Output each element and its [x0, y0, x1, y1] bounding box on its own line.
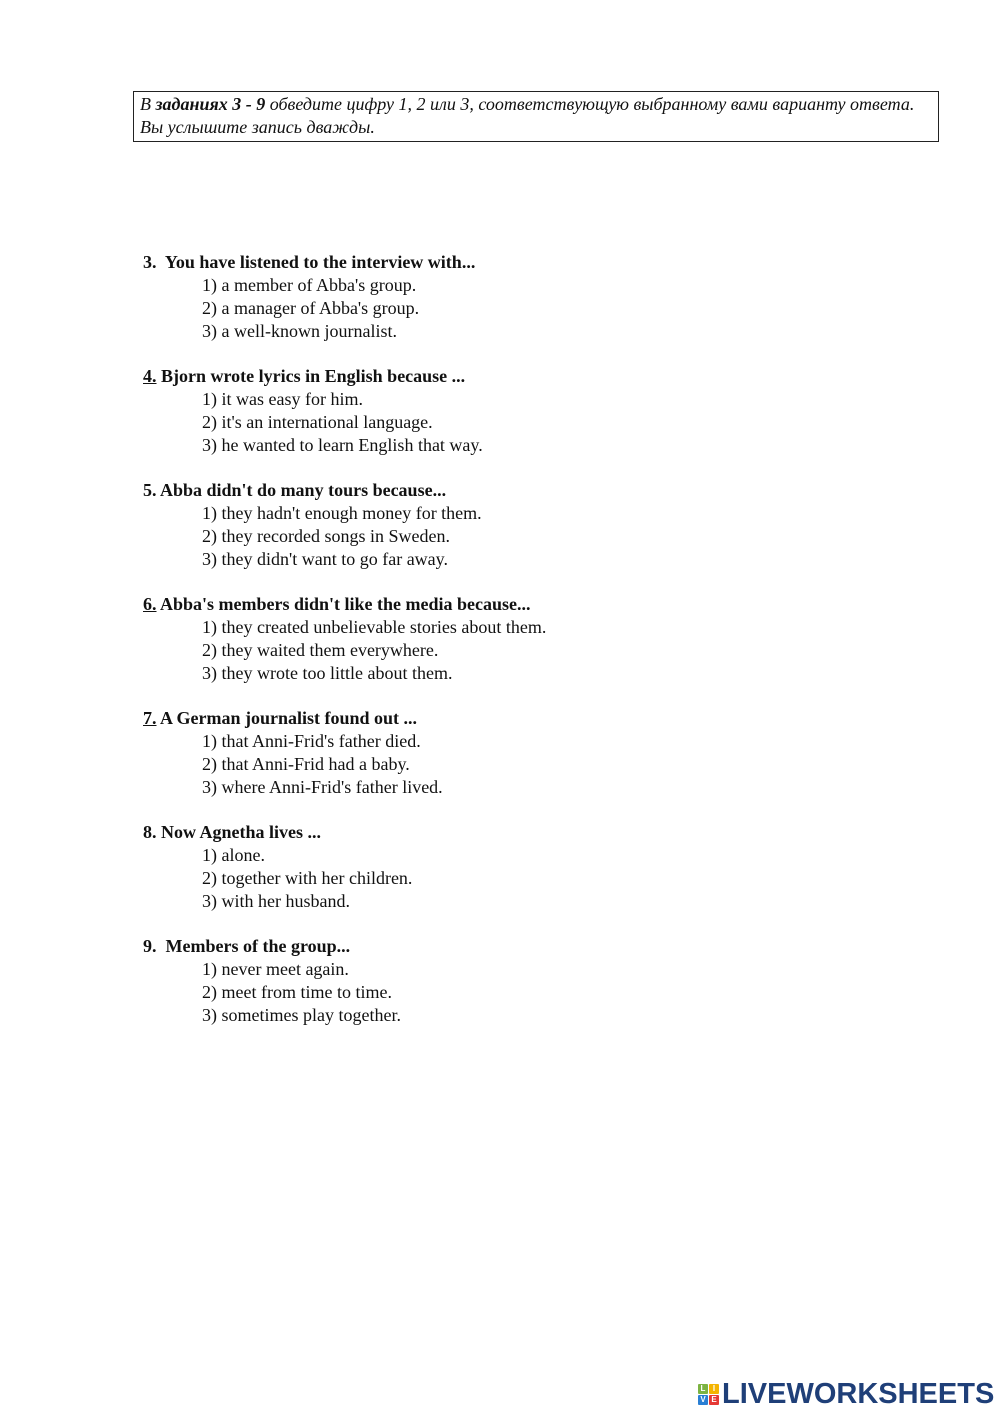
- answer-option[interactable]: 3) they wrote too little about them.: [202, 663, 453, 683]
- question-title: [143, 479, 843, 502]
- answer-option[interactable]: 1) they hadn't enough money for them.: [202, 503, 482, 523]
- question-text: You have listened to the interview with...: [156, 252, 476, 272]
- question-number: 3.: [143, 252, 157, 272]
- logo-tile: L: [698, 1384, 708, 1394]
- answer-option[interactable]: 3) they didn't want to go far away.: [202, 549, 449, 569]
- question-text: Bjorn wrote lyrics in English because ...: [156, 366, 466, 386]
- question-text: A German journalist found out ...: [156, 708, 418, 728]
- question: [143, 821, 843, 935]
- logo-tiles-icon: [698, 1384, 719, 1405]
- question-title: [143, 251, 843, 274]
- answer-option[interactable]: 2) meet from time to time.: [202, 982, 392, 1002]
- instruction-prefix: В: [140, 94, 156, 114]
- question-title: [143, 365, 843, 388]
- answer-option[interactable]: 1) it was easy for him.: [202, 389, 363, 409]
- answer-option[interactable]: 3) he wanted to learn English that way.: [202, 435, 483, 455]
- answer-option[interactable]: 3) sometimes play together.: [202, 1005, 401, 1025]
- question: [143, 707, 843, 821]
- question: [143, 479, 843, 593]
- question-list: [143, 251, 843, 1049]
- question: [143, 593, 843, 707]
- answer-option[interactable]: 2) together with her children.: [202, 868, 413, 888]
- answer-option[interactable]: 1) alone.: [202, 845, 265, 865]
- question-title: [143, 707, 843, 730]
- question-title: [143, 821, 843, 844]
- question-number: 8.: [143, 822, 157, 842]
- question: [143, 365, 843, 479]
- answer-option[interactable]: 1) never meet again.: [202, 959, 349, 979]
- answer-option[interactable]: 1) that Anni-Frid's father died.: [202, 731, 421, 751]
- answer-option[interactable]: 2) they recorded songs in Sweden.: [202, 526, 450, 546]
- instruction-bold: заданиях 3 - 9: [155, 94, 266, 114]
- answer-option[interactable]: 2) it's an international language.: [202, 412, 433, 432]
- question-text: Abba didn't do many tours because...: [156, 480, 447, 500]
- answer-option[interactable]: 3) a well-known journalist.: [202, 321, 397, 341]
- answer-option[interactable]: 2) a manager of Abba's group.: [202, 298, 420, 318]
- answer-option[interactable]: 3) where Anni-Frid's father lived.: [202, 777, 443, 797]
- question-text: Abba's members didn't like the media because...: [156, 594, 531, 614]
- question-number: 7.: [143, 708, 157, 728]
- question-text: Now Agnetha lives ...: [156, 822, 322, 842]
- answer-option[interactable]: 2) they waited them everywhere.: [202, 640, 439, 660]
- logo-tile: E: [709, 1395, 719, 1405]
- logo-tile: I: [709, 1384, 719, 1394]
- answer-option[interactable]: 2) that Anni-Frid had a baby.: [202, 754, 410, 774]
- instruction-text: обведите цифру 1, 2 или 3, соответствующую выбранному вами варианту ответа. Вы услышите запись дважды.: [140, 94, 915, 137]
- question: [143, 935, 843, 1049]
- logo-tile: V: [698, 1395, 708, 1405]
- question-title: [143, 935, 843, 958]
- liveworksheets-logo: [698, 1378, 994, 1411]
- instruction-box: [133, 91, 939, 142]
- question-number: 4.: [143, 366, 157, 386]
- question: [143, 251, 843, 365]
- logo-text: LIVEWORKSHEETS: [722, 1378, 995, 1410]
- answer-option[interactable]: 1) a member of Abba's group.: [202, 275, 417, 295]
- question-text: Members of the group...: [156, 936, 351, 956]
- answer-option[interactable]: 1) they created unbelievable stories about them.: [202, 617, 547, 637]
- question-title: [143, 593, 843, 616]
- question-number: 5.: [143, 480, 157, 500]
- answer-option[interactable]: 3) with her husband.: [202, 891, 350, 911]
- question-number: 9.: [143, 936, 157, 956]
- question-number: 6.: [143, 594, 157, 614]
